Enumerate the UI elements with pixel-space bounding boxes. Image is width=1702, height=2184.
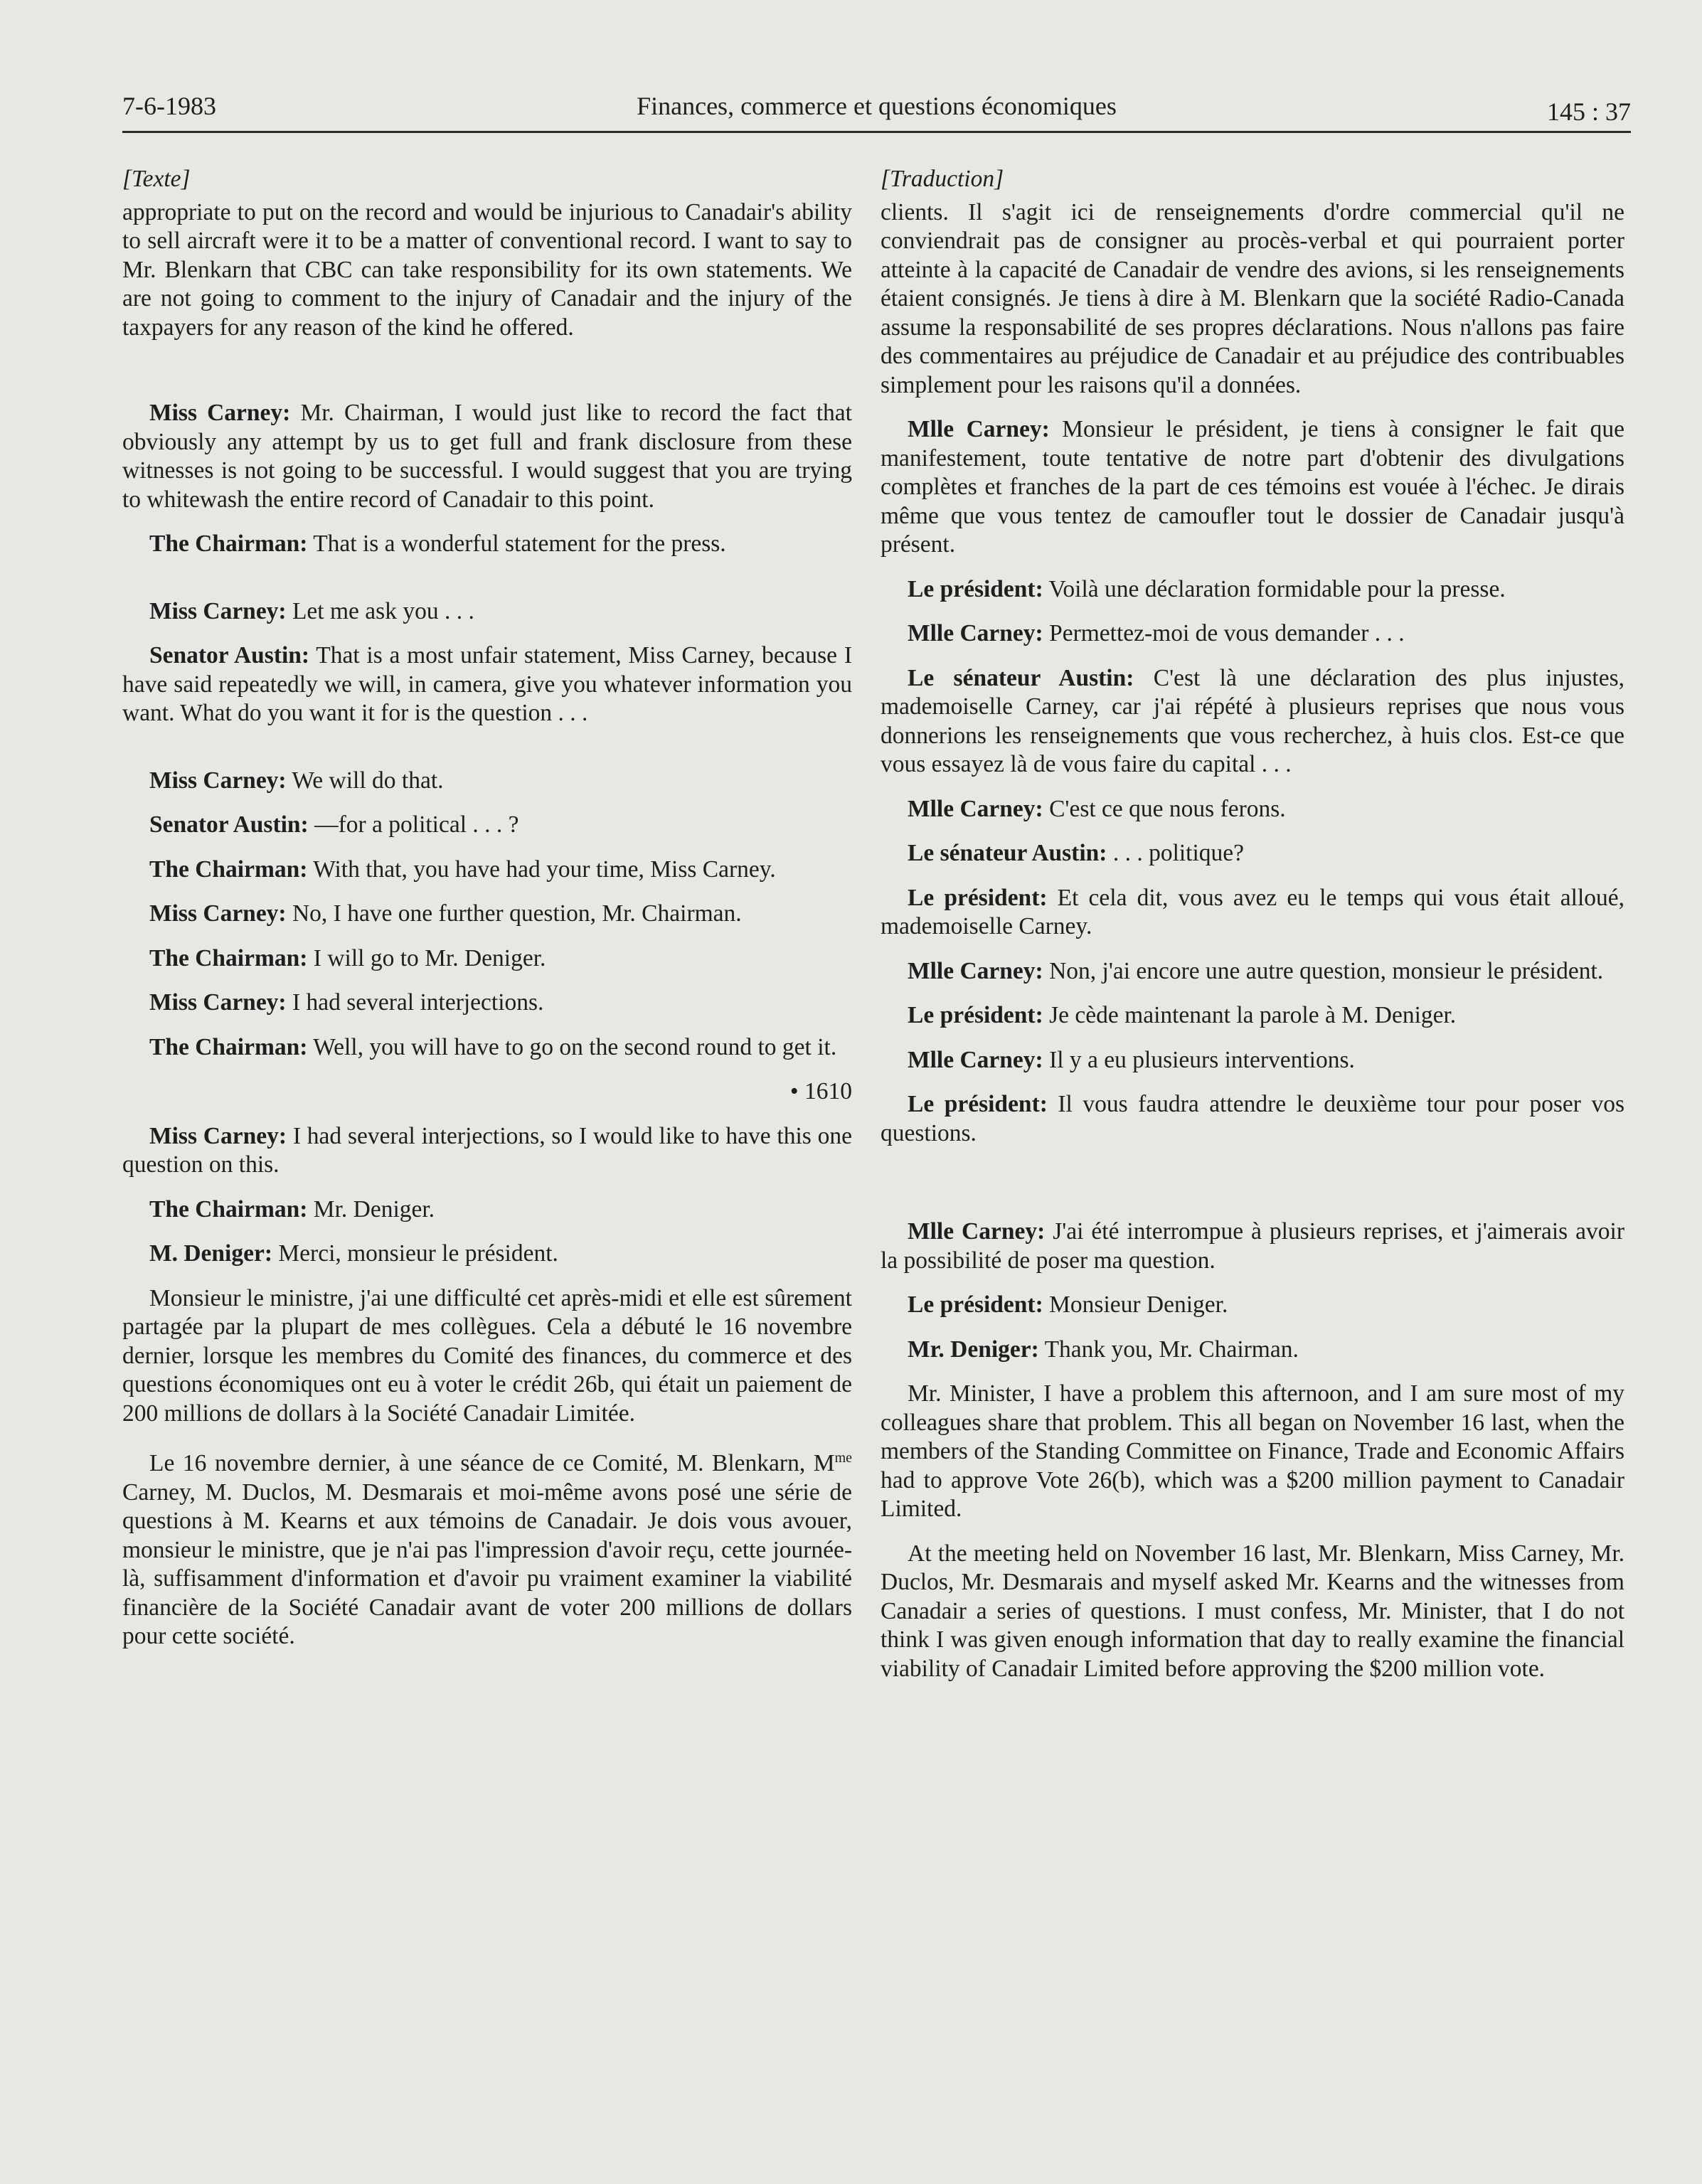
speech-text: Voilà une déclaration formidable pour la presse. (1043, 575, 1506, 602)
speech-text: Let me ask you . . . (286, 597, 474, 624)
speech-text: Et cela dit, vous avez eu le temps qui vous était alloué, mademoiselle Carney. (881, 884, 1624, 939)
speaker: Le président: (908, 1091, 1048, 1117)
paragraph-text: Monsieur le ministre, j'ai une difficulté cet après-midi et elle est sûrement partagée par la plupart de mes collègues. Cela a débuté le 16 novembre dernier, lorsque les membres du Comité des finances, du commerce et des questions économiques ont eu à voter le crédit 26b, qui était un paiement de 200 millions de dollars à la Société Canadair Limitée. (122, 1284, 852, 1427)
speech (122, 811, 852, 840)
speech (881, 664, 1624, 779)
speech (881, 1001, 1624, 1030)
speech (122, 900, 852, 929)
header-title: Finances, commerce et questions économiques (637, 92, 1117, 120)
header-date: 7-6-1983 (122, 92, 216, 120)
speech (122, 1240, 852, 1269)
superscript: me (834, 1450, 852, 1466)
speaker: The Chairman: (149, 1033, 308, 1060)
speech-text: Il y a eu plusieurs interventions. (1043, 1046, 1355, 1073)
speech-text: No, I have one further question, Mr. Chairman. (286, 900, 742, 927)
paragraph (881, 1540, 1624, 1684)
speaker: Mlle Carney: (908, 795, 1043, 822)
speech (881, 1218, 1624, 1275)
speech-text: Merci, monsieur le président. (272, 1240, 558, 1267)
right-language-label: [Traduction] (881, 166, 1004, 192)
speech (122, 641, 852, 728)
speaker: Le président: (908, 1002, 1043, 1028)
speech (881, 1090, 1624, 1148)
speech (122, 944, 852, 974)
speaker: Mlle Carney: (908, 1218, 1046, 1245)
speech-text: Non, j'ai encore une autre question, monsieur le président. (1043, 957, 1604, 984)
speaker: Miss Carney: (149, 900, 287, 927)
speech (122, 1122, 852, 1180)
speech (122, 1195, 852, 1225)
speech-text: Mr. Chairman, I would just like to record the fact that obviously any attempt by us to get full and frank disclosure from these witnesses is not going to be successful. I would suggest that you are trying to whitewash the entire record of Canadair to this point. (122, 400, 852, 513)
paragraph (881, 198, 1624, 400)
paragraph (881, 1380, 1624, 1524)
speech-text: Permettez-moi de vous demander . . . (1043, 620, 1405, 646)
speech-text: We will do that. (286, 767, 444, 794)
speech (122, 989, 852, 1018)
speech (881, 795, 1624, 824)
speaker: The Chairman: (149, 531, 308, 557)
speech (881, 1291, 1624, 1320)
speaker: Le sénateur Austin: (908, 664, 1134, 691)
speaker: Miss Carney: (149, 767, 287, 794)
speech-text: With that, you have had your time, Miss Carney. (307, 856, 776, 883)
speaker: M. Deniger: (149, 1240, 273, 1267)
paragraph (122, 1284, 852, 1429)
speech (881, 1336, 1624, 1365)
speaker: Le président: (908, 1291, 1043, 1318)
speech (122, 1033, 852, 1062)
speech-text: Thank you, Mr. Chairman. (1038, 1336, 1299, 1363)
speech (881, 957, 1624, 986)
paragraph-text: clients. Il s'agit ici de renseignements d'ordre commercial qu'il ne conviendrait pas de consigner au procès-verbal et qui pourraient porter atteinte à la capacité de Canadair de vendre des avions, si les renseignements étaient consignés. Je tiens à dire à M. Blenkarn que la société Radio-Canada assume la responsabilité de ses propres déclarations. Nous n'allons pas faire des commentaires au préjudice de Canadair et au préjudice des contribuables simplement pour les raisons qu'il a données. (881, 198, 1624, 398)
paragraph-text: At the meeting held on November 16 last, Mr. Blenkarn, Miss Carney, Mr. Duclos, Mr. Desmarais and myself asked Mr. Kearns and the witnesses from Canadair a series of questions. I must confess, Mr. Minister, that I do not think I was given enough information that day to really examine the financial viability of Canadair Limited before approving the $200 million vote. (881, 1540, 1624, 1682)
paragraph (122, 1444, 852, 1651)
speech-text: I had several interjections. (286, 989, 544, 1016)
speaker: Mlle Carney: (908, 957, 1043, 984)
speech-text: That is a wonderful statement for the press. (307, 531, 726, 557)
speaker: Le président: (908, 575, 1043, 602)
speaker: Le sénateur Austin: (908, 840, 1107, 866)
speech-text: Monsieur Deniger. (1043, 1291, 1228, 1318)
speaker: Mr. Deniger: (908, 1336, 1039, 1363)
speech (881, 575, 1624, 604)
speaker: Miss Carney: (149, 400, 291, 426)
speaker: Mlle Carney: (908, 620, 1043, 646)
speech-text: C'est ce que nous ferons. (1043, 795, 1286, 822)
speech (122, 399, 852, 514)
paragraph-text: Mr. Minister, I have a problem this afternoon, and I am sure most of my colleagues share that problem. This all began on November 16 last, when the members of the Standing Committee on Finance, Trade and Economic Affairs had to approve Vote 26(b), which was a $200 million payment to Canadair Limited. (881, 1380, 1624, 1522)
speech-text: . . . politique? (1107, 840, 1245, 866)
left-column (122, 165, 852, 1667)
speech (881, 619, 1624, 649)
speaker: Miss Carney: (149, 989, 287, 1016)
paragraph-text: Le 16 novembre dernier, à une séance de ce Comité, M. Blenkarn, M (149, 1450, 835, 1477)
paragraph-text: Carney, M. Duclos, M. Desmarais et moi-même avons posé une série de questions à M. Kearns et aux témoins de Canadair. Je dois vous avouer, monsieur le ministre, que je n'ai pas l'impression d'avoir reçu, cette journée-là, suffisamment d'information et d'avoir pu vraiment examiner la viabilité financière de la Société Canadair avant de voter 200 millions de dollars pour cette société. (122, 1479, 852, 1650)
speech (881, 839, 1624, 868)
speaker: Mlle Carney: (908, 1046, 1043, 1073)
speech (881, 415, 1624, 560)
speech-text: Je cède maintenant la parole à M. Deniger. (1043, 1002, 1457, 1028)
speech-text: Well, you will have to go on the second round to get it. (307, 1033, 837, 1060)
speech-text: I will go to Mr. Deniger. (307, 944, 546, 971)
speaker: Le président: (908, 884, 1048, 911)
timestamp: • 1610 (789, 1078, 852, 1104)
speech-text: Il vous faudra attendre le deuxième tour pour poser vos questions. (881, 1091, 1625, 1146)
speech (881, 884, 1624, 942)
speaker: Senator Austin: (149, 642, 310, 668)
speech (122, 530, 852, 559)
speaker: Miss Carney: (149, 597, 287, 624)
paragraph (122, 198, 852, 343)
speech-text: I had several interjections, so I would like to have this one question on this. (122, 1122, 853, 1178)
speaker: Miss Carney: (149, 1122, 287, 1149)
paragraph-text: appropriate to put on the record and would be injurious to Canadair's ability to sell aircraft were it to be a matter of conventional record. I want to say to Mr. Blenkarn that CBC can take responsibility for its own statements. We are not going to comment to the injury of Canadair and the injury of the taxpayers for any reason of the kind he offered. (122, 198, 852, 341)
header-page-number: 145 : 37 (1546, 97, 1631, 126)
page-header (122, 91, 1631, 133)
speech-text: J'ai été interrompue à plusieurs reprises, et j'aimerais avoir la possibilité de poser ma question. (881, 1218, 1624, 1274)
speech (122, 767, 852, 796)
speech-text: Monsieur le président, je tiens à consigner le fait que manifestement, toute tentative de notre part d'obtenir des divulgations complètes et franches de la part de ces témoins est vouée à l'échec. Je dirais même que vous tentez de camoufler tout le dossier de Canadair jusqu'à présent. (881, 416, 1624, 558)
speech-text: C'est là une déclaration des plus injustes, mademoiselle Carney, car j'ai répété à plusieurs reprises que nous vous donnerions les renseignements que vous recherchez, à huis clos. Est-ce que vous essayez là de vous faire du capital . . . (881, 664, 1625, 777)
speaker: The Chairman: (149, 856, 308, 883)
right-column (881, 165, 1624, 1699)
speech-text: Mr. Deniger. (307, 1195, 435, 1222)
speaker: Senator Austin: (149, 811, 309, 838)
speech-text: —for a political . . . ? (308, 811, 519, 838)
speaker: The Chairman: (149, 944, 308, 971)
speech (122, 856, 852, 885)
speech-text: That is a most unfair statement, Miss Carney, because I have said repeatedly we will, in camera, give you whatever information you want. What do you want it for is the question . . . (122, 642, 852, 726)
speaker: The Chairman: (149, 1195, 308, 1222)
speaker: Mlle Carney: (908, 416, 1050, 442)
speech (881, 1046, 1624, 1075)
left-language-label: [Texte] (122, 166, 191, 192)
speech (122, 597, 852, 627)
